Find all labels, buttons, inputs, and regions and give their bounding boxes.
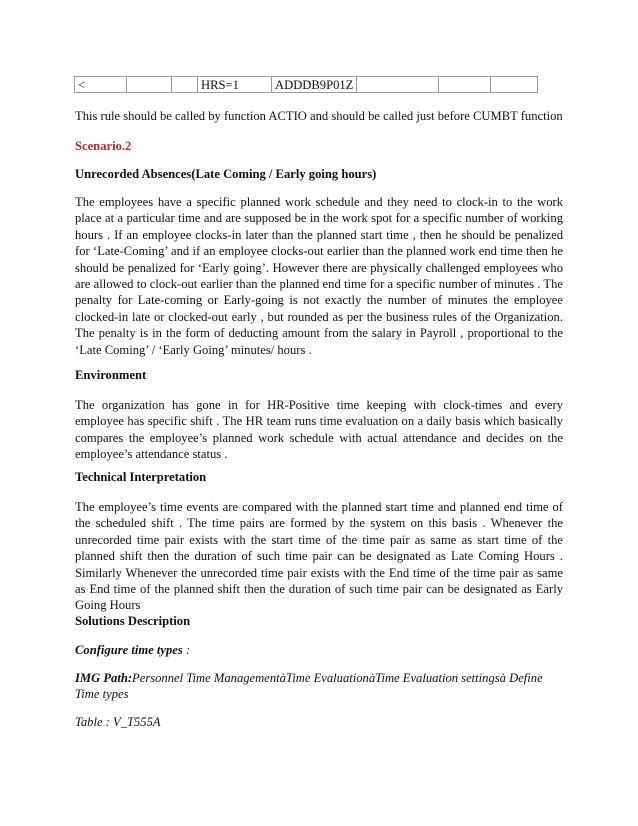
table-row [75, 77, 538, 93]
rule-table [74, 76, 538, 93]
table-cell [127, 77, 172, 93]
environment-paragraph: The organization has gone in for HR-Positive time keeping with clock-times and every employee has specific shift . The HR team runs time evaluation on a daily basis which basically compares the employee’s planned work schedule with actual attendance and decides on the employee’s attendance status . [75, 398, 563, 462]
table-reference: Table : V_T555A [75, 715, 161, 729]
img-path-label: IMG Path: [75, 671, 133, 685]
scenario-paragraph: The employees have a specific planned work schedule and they need to clock-in to the work place at a particular time and are supposed be in the work spot for a specific number of working hours . If an employee clocks-in later than the planned start time , then he should be penalized for ‘Late-Coming’ and if an employee clocks-out earlier than the planned work end time then he should be penalized for ‘Early going’. However there are physically challenged employees who are allowed to clock-out earlier than the planned end time for a specific number of minutes . The penalty for Late-coming or Early-going is not exactly the number of minutes the employee clocked-in late or clocked-out early , but rounded as per the business rules of the Organization. The penalty is in the form of deducting amount from the salary in Payroll , proportional to the ‘Late Coming’ / ‘Early Going’ minutes/ hours . [75, 195, 563, 357]
table-cell: ADDDB9P01Z [272, 77, 357, 93]
table-cell [357, 77, 439, 93]
configure-line [75, 642, 563, 658]
img-path-value: Personnel Time ManagementàTime EvaluationàTime Evaluation settingsà Define Time types [75, 671, 543, 702]
table-cell: HRS=1 [198, 77, 272, 93]
environment-heading: Environment [75, 368, 147, 382]
technical-heading: Technical Interpretation [75, 470, 207, 484]
table-cell [491, 77, 538, 93]
table-cell [172, 77, 198, 93]
table-cell: < [75, 77, 127, 93]
solutions-heading: Solutions Description [75, 614, 191, 628]
scenario-title: Scenario.2 [75, 139, 132, 153]
configure-suffix: : [182, 643, 191, 657]
table-cell [439, 77, 491, 93]
configure-label: Configure time types [75, 643, 183, 657]
rule-note: This rule should be called by function ACTIO and should be called just before CUMBT function [75, 109, 563, 123]
scenario-heading: Unrecorded Absences(Late Coming / Early going hours) [75, 167, 377, 181]
technical-paragraph: The employee’s time events are compared with the planned start time and planned end time of the scheduled shift . The time pairs are formed by the system on this basis . Whenever the unrecorded time pair exists with the start time of the time pair as same as start time of the planned shift then the duration of such time pair can be designated as Late Coming Hours . Similarly Whenever the unrecorded time pair exists with the End time of the time pair as same as End time of the planned shift then the duration of such time pair can be designated as Early Going Hours [75, 500, 563, 613]
img-path [75, 670, 555, 703]
